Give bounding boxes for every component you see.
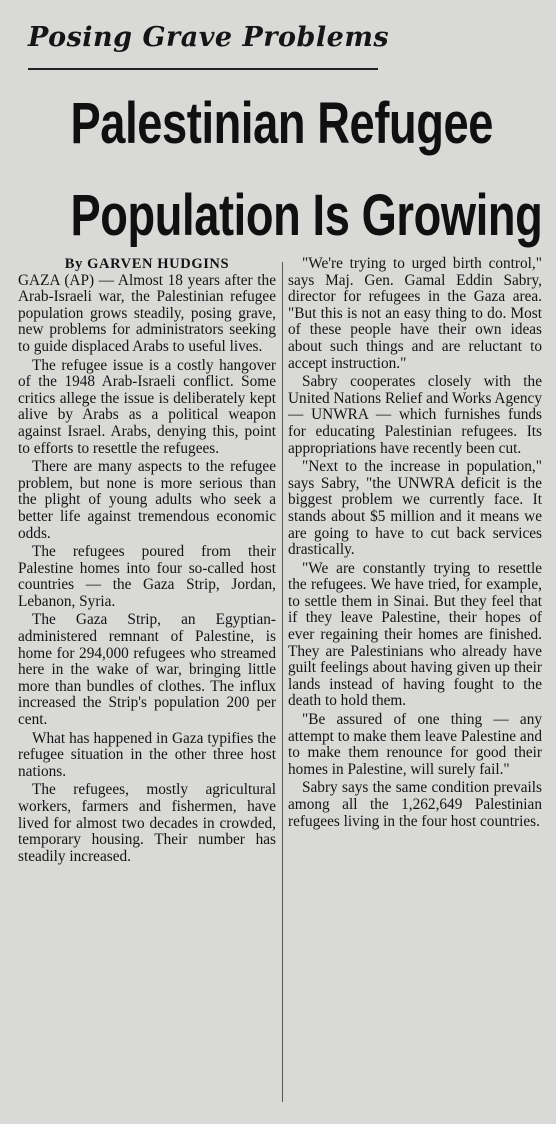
headline-line-1: Palestinian Refugee xyxy=(70,91,494,156)
paragraph: "Be assured of one thing — any attempt to make them leave Palestine and to make them renounce for good their homes in Palestine, will surely fail." xyxy=(288,711,543,778)
paragraph: What has happened in Gaza typifies the refugee situation in the other three host nations. xyxy=(18,729,276,780)
main-headline xyxy=(70,78,543,262)
byline: By GARVEN HUDGINS xyxy=(64,256,230,272)
paragraph: The refugee issue is a costly hangover of the 1948 Arab-Israeli conflict. Some critics allege the issue is deliberately kept alive by Arabs as a political weapon against Israel. Arabs, denying this, point to efforts to resettle the refugees. xyxy=(18,356,276,457)
column-divider xyxy=(282,262,283,1102)
paragraph: "Next to the increase in population," says Sabry, "the UNWRA deficit is the biggest problem we currently face. It stands about $5 million and it means we are going to have to cut back services drastically. xyxy=(288,458,542,559)
paragraph: The refugees poured from their Palestine homes into four so-called host countries — the Gaza Strip, Jordan, Lebanon, Syria. xyxy=(18,543,276,610)
paragraph: The refugees, mostly agricultural workers, farmers and fishermen, have lived for almost two decades in crowded, temporary housing. Their number has steadily increased. xyxy=(18,781,276,865)
paragraph: "We're trying to urged birth control," says Maj. Gen. Gamal Eddin Sabry, director for refugees in the Gaza area. "But this is not an easy thing to do. Most of these people have their own ideas about such things and are reluctant to accept instruction." xyxy=(288,255,542,372)
article-column-left xyxy=(18,256,276,867)
paragraph: Sabry says the same condition prevails among all the 1,262,649 Palestinian refugees living in the four host countries. xyxy=(288,779,542,830)
headline-line-2: Population Is Growing xyxy=(70,183,543,248)
paragraph: GAZA (AP) — Almost 18 years after the Arab-Israeli war, the Palestinian refugee population grows steadily, posing grave, new problems for administrators seeking to guide displaced Arabs to useful lives. xyxy=(18,271,276,355)
kicker-rule xyxy=(28,68,378,70)
paragraph: The Gaza Strip, an Egyptian-administered remnant of Palestine, is home for 294,000 refugees who streamed here in the wake of war, bringing little more than bundles of clothes. The influx increased the Strip's population 200 per cent. xyxy=(18,611,276,729)
article-column-right xyxy=(288,256,542,832)
kicker-headline: Posing Grave Problems xyxy=(28,22,390,53)
paragraph: "We are constantly trying to resettle the refugees. We have tried, for example, to settle them in Sinai. But they feel that if they leave Palestine, their hopes of ever regaining their homes are finished. They are Palestinians who already have guilt feelings about having given up their lands instead of having fought to the death to hold them. xyxy=(288,559,542,710)
paragraph: Sabry cooperates closely with the United Nations Relief and Works Agency — UNWRA — which furnishes funds for educating Palestinian refugees. Its appropriations have recently been cut. xyxy=(288,373,542,457)
paragraph: There are many aspects to the refugee problem, but none is more serious than the plight of young adults who seek a better life against tremendous economic odds. xyxy=(18,458,276,542)
